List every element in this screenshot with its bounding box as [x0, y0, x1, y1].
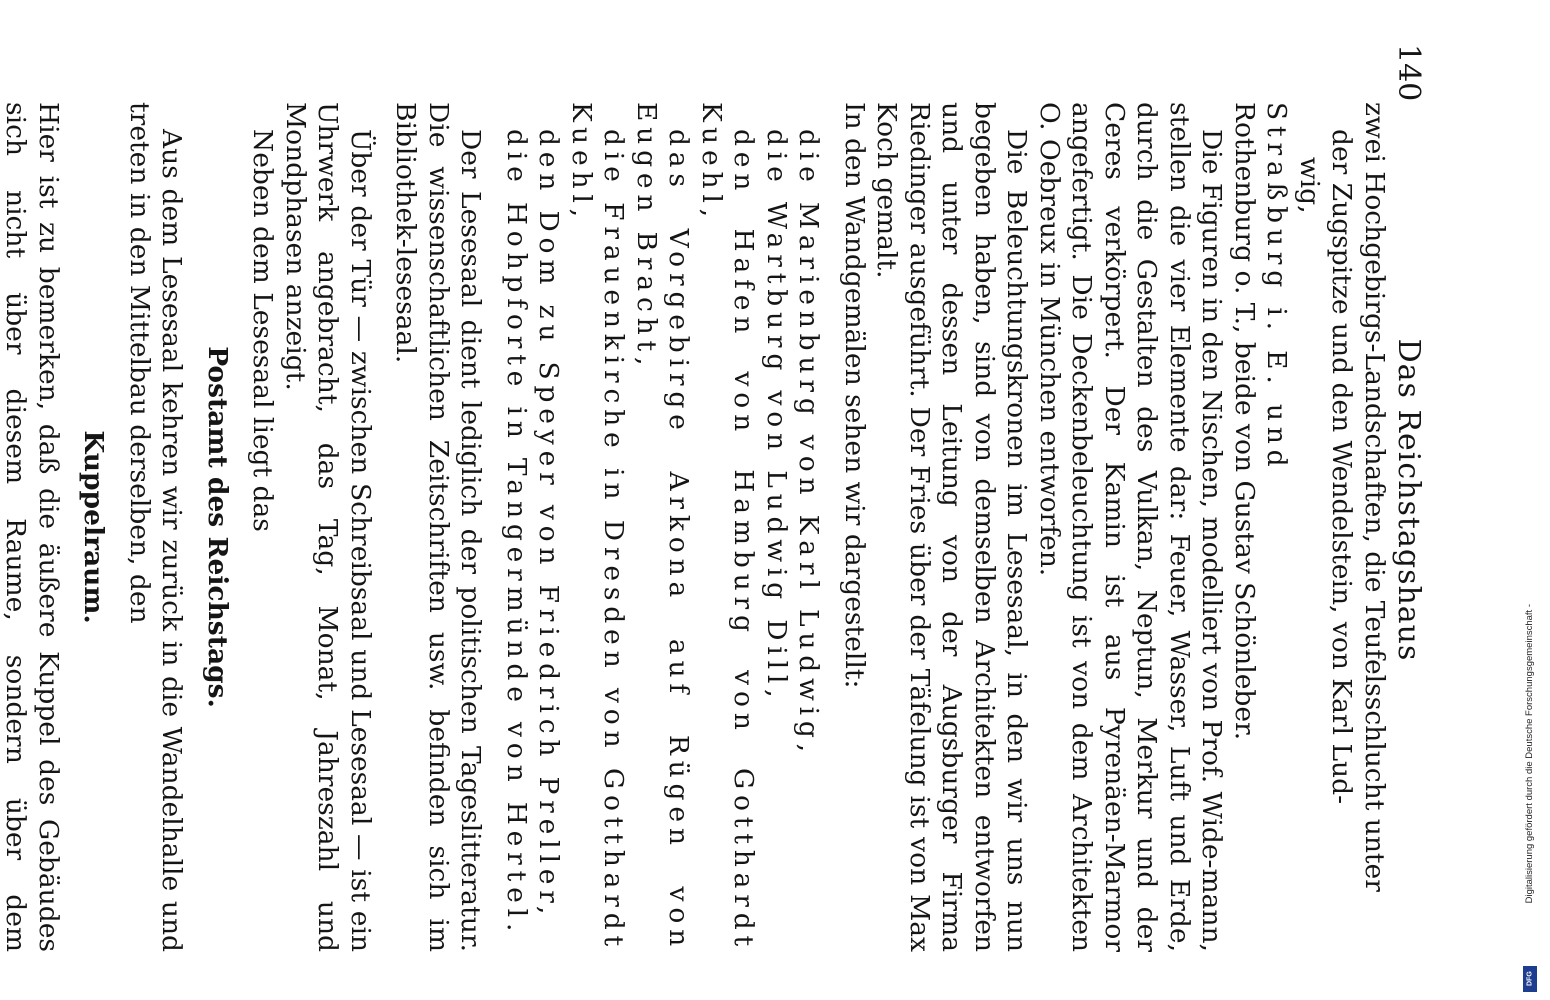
- list-item: die Frauenkirche in Dresden von Gotthardt Kuehl,: [566, 102, 630, 952]
- page-number: 140: [1391, 44, 1426, 102]
- paragraph: Neben dem Lesesaal liegt das: [247, 129, 279, 532]
- paragraph: Straßburg i. E. und: [1261, 102, 1293, 473]
- paragraph: Der Lesesaal dient lediglich der politischen Tageslitteratur. Die wissenschaftlichen Zeitschriften usw. befinden sich im Bibliothek-lesesaal.: [390, 102, 487, 952]
- digitization-note: Digitalisierung gefördert durch die Deutsche Forschungsgemeinschaft -: [1524, 604, 1535, 904]
- list-item: das Vorgebirge Arkona auf Rügen von Eugen Bracht,: [631, 102, 695, 952]
- paragraph: Die Beleuchtungskronen im Lesesaal, in den wir uns nun begeben haben, sind von demselben Architekten entworfen und unter dessen Leitung von der Augsburger Firma Riedinger ausgeführt. Der Fries über der Täfelung ist von Max Koch gemalt.: [871, 102, 1033, 952]
- list-item: den Dom zu Speyer von Friedrich Preller,: [533, 129, 565, 921]
- list-item: die Marienburg von Karl Ludwig,: [793, 129, 825, 758]
- list-item: die Wartburg von Ludwig Dill,: [761, 129, 792, 704]
- paragraph: Die Figuren in den Nischen, modelliert von Prof. Wide-mann, stellen die vier Elemente dar: Feuer, Wasser, Luft und Erde, durch die Gestalten des Vulkan, Neptun, Merkur und der Ceres verkörpert. Der Kamin ist aus Pyrenäen-Marmor angefertigt. Die Deckenbeleuchtung ist von dem Architekten O. Oebreux in München entworfen.: [1034, 102, 1228, 952]
- list-item: die Hohpforte in Tangermünde von Hertel.: [501, 129, 532, 938]
- paragraph: Rothenburg o. T., beide von Gustav Schönleber.: [1229, 102, 1260, 741]
- section-heading: Kuppelraum.: [78, 430, 110, 624]
- section-heading: Postamt des Reichstags.: [202, 346, 233, 708]
- dfg-logo-icon: DFG: [1523, 966, 1537, 992]
- running-head: Das Reichstagshaus: [1391, 338, 1426, 662]
- paragraph: Aus dem Lesesaal kehren wir zurück in die Wandelhalle und treten in den Mittelbau derselben, den: [124, 102, 188, 952]
- body-text: [0, 102, 1390, 952]
- paragraph: zwei Hochgebirgs-Landschaften, die Teufelsschlucht unter: [1359, 102, 1390, 892]
- paragraph: Hier ist zu bemerken, daß die äußere Kuppel des Gebäudes sich nicht über diesem Raume, sondern über dem: [0, 102, 64, 952]
- paragraph: Über der Tür — zwischen Schreibsaal und Lesesaal — ist ein Uhrwerk angebracht, das Tag, Monat, Jahreszahl und Mondphasen anzeigt.: [280, 102, 376, 952]
- paragraph-continuation: wig,: [1294, 157, 1325, 214]
- list-item: den Hafen von Hamburg von Gotthardt Kuehl,: [696, 102, 760, 952]
- paragraph-continuation: der Zugspitze und den Wendelstein, von Karl Lud-: [1326, 129, 1358, 805]
- digitization-footer: [1520, 0, 1542, 1000]
- paragraph: In den Wandgemälen sehen wir dargestellt:: [839, 102, 870, 689]
